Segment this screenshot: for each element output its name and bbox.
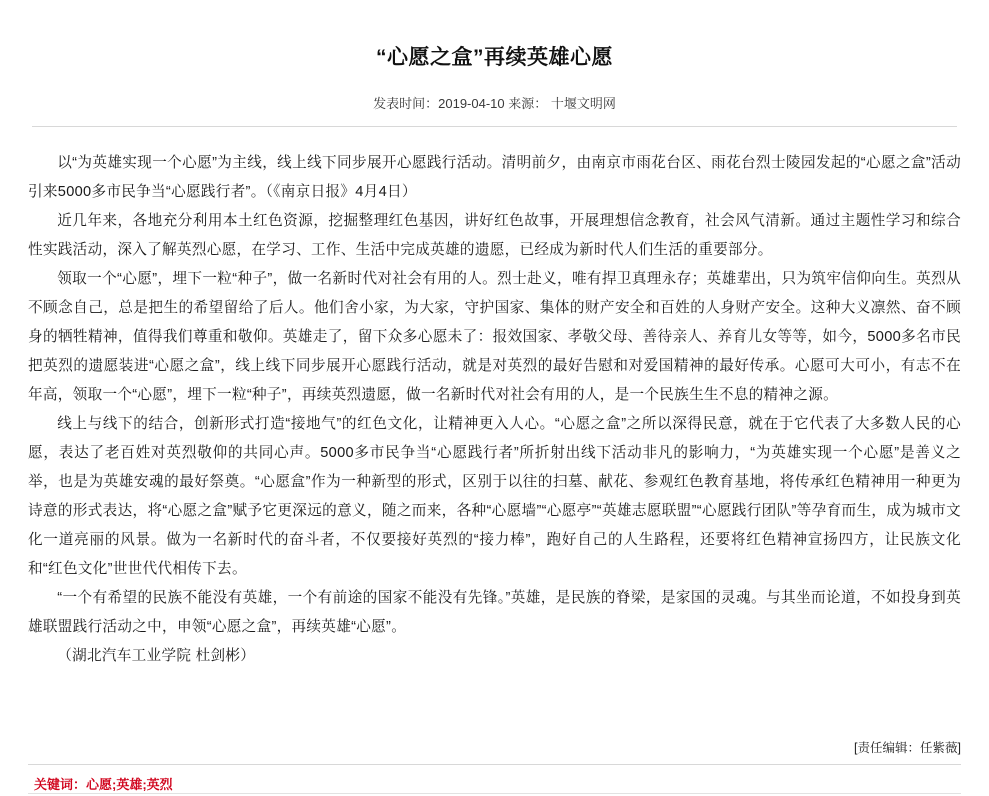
article-paragraph: 以“为英雄实现一个心愿”为主线，线上线下同步展开心愿践行活动。清明前夕，由南京市雨花台区、雨花台烈士陵园发起的“心愿之盒”活动引来5000多市民争当“心愿践行者”。（《南京日报》4月4日） — [28, 155, 961, 201]
article-meta-text: 发表时间：2019-04-10 来源： 十堰文明网 — [373, 96, 616, 112]
article-paragraph: 领取一个“心愿”，埋下一粒“种子”，做一名新时代对社会有用的人。烈士赴义，唯有捍卫真理永存；英雄辈出，只为筑牢信仰向生。英烈从不顾念自己，总是把生的希望留给了后人。他们舍小家，为大家，守护国家、集体的财产安全和百姓的人身财产安全。这种大义凛然、奋不顾身的牺牲精神，值得我们尊重和敬仰。英雄走了，留下众多心愿未了：报效国家、孝敬父母、善待亲人、养育儿女等等，如今，5000多名市民把英烈的遗愿装进“心愿之盒”，线上线下同步展开心愿践行活动，就是对英烈的最好告慰和对爱国精神的最好传承。心愿可大可小，有志不在年高，领取一个“心愿”，埋下一粒“种子”，再续英烈遗愿，做一名新时代对社会有用的人，是一个民族生生不息的精神之源。 — [28, 271, 961, 404]
article-paragraph: 近几年来，各地充分利用本土红色资源，挖掘整理红色基因，讲好红色故事，开展理想信念教育，社会风气清新。通过主题性学习和综合性实践活动，深入了解英烈心愿，在学习、工作、生活中完成英雄的遗愿，已经成为新时代人们生活的重要部分。 — [28, 213, 961, 259]
keywords-label[interactable]: 关键词：心愿;英雄;英烈 — [34, 777, 173, 793]
article-paragraph: “一个有希望的民族不能没有英雄，一个有前途的国家不能没有先锋。”英雄，是民族的脊梁，是家国的灵魂。与其坐而论道，不如投身到英雄联盟践行活动之中，申领“心愿之盒”，再续英雄“心愿”。 — [28, 590, 961, 636]
article-meta — [0, 93, 989, 112]
page-title: “心愿之盒”再续英雄心愿 — [376, 46, 613, 70]
footer-divider — [28, 793, 961, 794]
article-page — [0, 14, 989, 796]
article-body — [28, 127, 961, 671]
editor-note: [责任编辑：任紫薇] — [854, 741, 961, 756]
bottom-divider — [28, 764, 961, 765]
article-paragraph: 线上与线下的结合，创新形式打造“接地气”的红色文化，让精神更入人心。“心愿之盒”之所以深得民意，就在于它代表了大多数人民的心愿，表达了老百姓对英烈敬仰的共同心声。5000多市民争当“心愿践行者”所折射出线下活动非凡的影响力，“为英雄实现一个心愿”是善义之举，也是为英雄安魂的最好祭奠。“心愿盒”作为一种新型的形式，区别于以往的扫墓、献花、参观红色教育基地，将传承红色精神用一种更为诗意的形式表达，将“心愿之盒”赋予它更深远的意义，随之而来，各种“心愿墙”“心愿亭”“英雄志愿联盟”“心愿践行团队”等孕育而生，成为城市文化一道亮丽的风景。做为一名新时代的奋斗者，不仅要接好英烈的“接力棒”，跑好自己的人生路程，还要将红色精神宣扬四方，让民族文化和“红色文化”世世代代相传下去。 — [28, 416, 961, 578]
article-signature: （湖北汽车工业学院 杜剑彬） — [57, 648, 256, 665]
